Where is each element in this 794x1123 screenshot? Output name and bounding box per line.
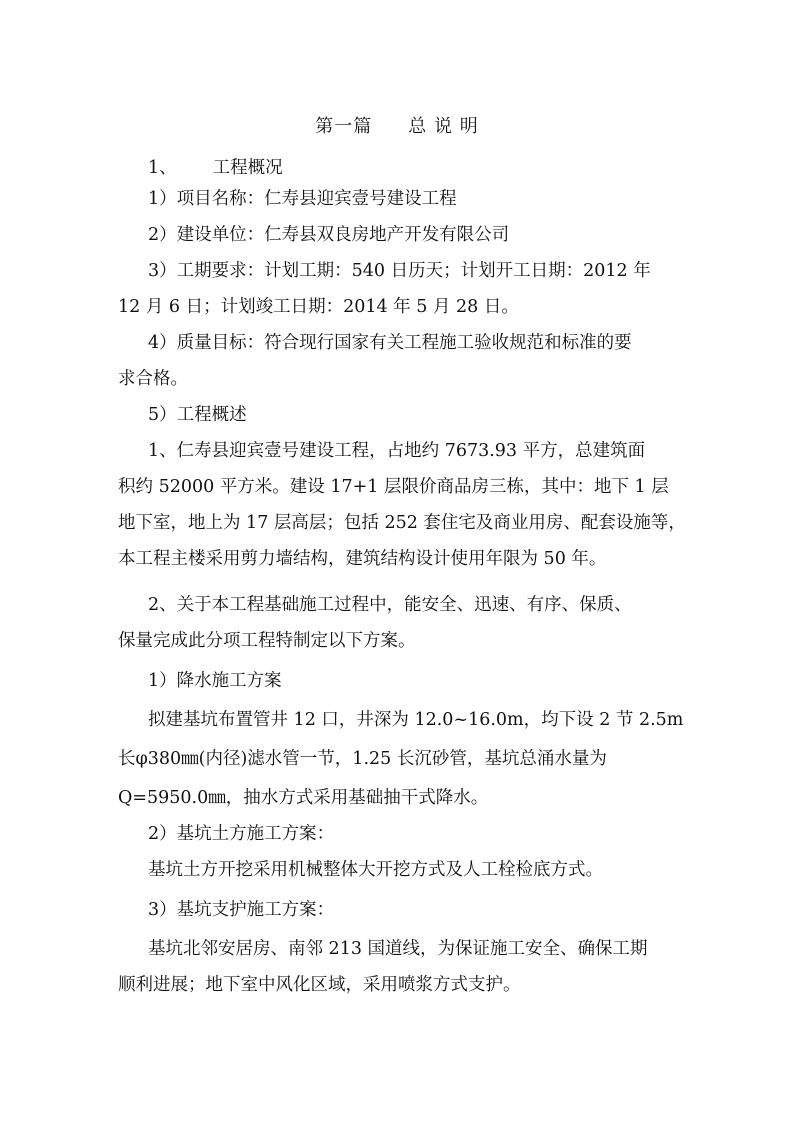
support-line: 顺利进展；地下室中风化区域，采用喷浆方式支护。 — [118, 975, 521, 995]
quality-line-2: 求合格。 — [118, 369, 188, 389]
title-part: 第一篇 — [315, 116, 373, 137]
support-line: 基坑北邻安居房、南邻 213 国道线，为保证施工安全、确保工期 — [148, 939, 648, 959]
earthwork-line: 基坑土方开挖采用机械整体大开挖方式及人工栓检底方式。 — [148, 860, 603, 880]
builder-line: 2）建设单位：仁寿县双良房地产开发有限公司 — [148, 225, 510, 245]
para2-line: 2、关于本工程基础施工过程中，能安全、迅速、有序、保质、 — [148, 595, 632, 615]
period-line-2: 12 月 6 日；计划竣工日期：2014 年 5 月 28 日。 — [118, 297, 519, 317]
dewater-line: 拟建基坑布置管井 12 口，井深为 12.0~16.0m，均下设 2 节 2.5m — [148, 710, 684, 730]
period-line-1: 3）工期要求：计划工期：540 日历天；计划开工日期：2012 年 — [148, 261, 651, 281]
para1-line: 1、仁寿县迎宾壹号建设工程，占地约 7673.93 平方，总建筑面 — [148, 441, 646, 461]
support-heading: 3）基坑支护施工方案： — [148, 900, 335, 920]
project-name-line: 1）项目名称：仁寿县迎宾壹号建设工程 — [148, 189, 457, 209]
dewater-line: Q=5950.0㎜，抽水方式采用基础抽干式降水。 — [118, 788, 489, 808]
para1-line: 本工程主楼采用剪力墙结构，建筑结构设计使用年限为 50 年。 — [118, 549, 607, 569]
title-text: 总 说 明 — [408, 116, 479, 137]
page-title — [0, 112, 794, 138]
section-title: 工程概况 — [212, 158, 283, 178]
dewater-heading: 1）降水施工方案 — [148, 671, 282, 691]
quality-line-1: 4）质量目标：符合现行国家有关工程施工验收规范和标准的要 — [148, 333, 632, 353]
overview-heading: 5）工程概述 — [148, 405, 247, 425]
dewater-line: 长φ380㎜(内径)滤水管一节，1.25 长沉砂管，基坑总涌水量为 — [118, 749, 607, 769]
para1-line: 积约 52000 平方米。建设 17+1 层限价商品房三栋，其中：地下 1 层 — [118, 477, 669, 497]
section-number: 1、 — [148, 158, 177, 178]
section-heading — [148, 156, 283, 180]
para1-line: 地下室，地上为 17 层高层；包括 252 套住宅及商业用房、配套设施等， — [118, 513, 686, 533]
earthwork-heading: 2）基坑土方施工方案： — [148, 824, 335, 844]
para2-line: 保量完成此分项工程特制定以下方案。 — [118, 631, 416, 651]
